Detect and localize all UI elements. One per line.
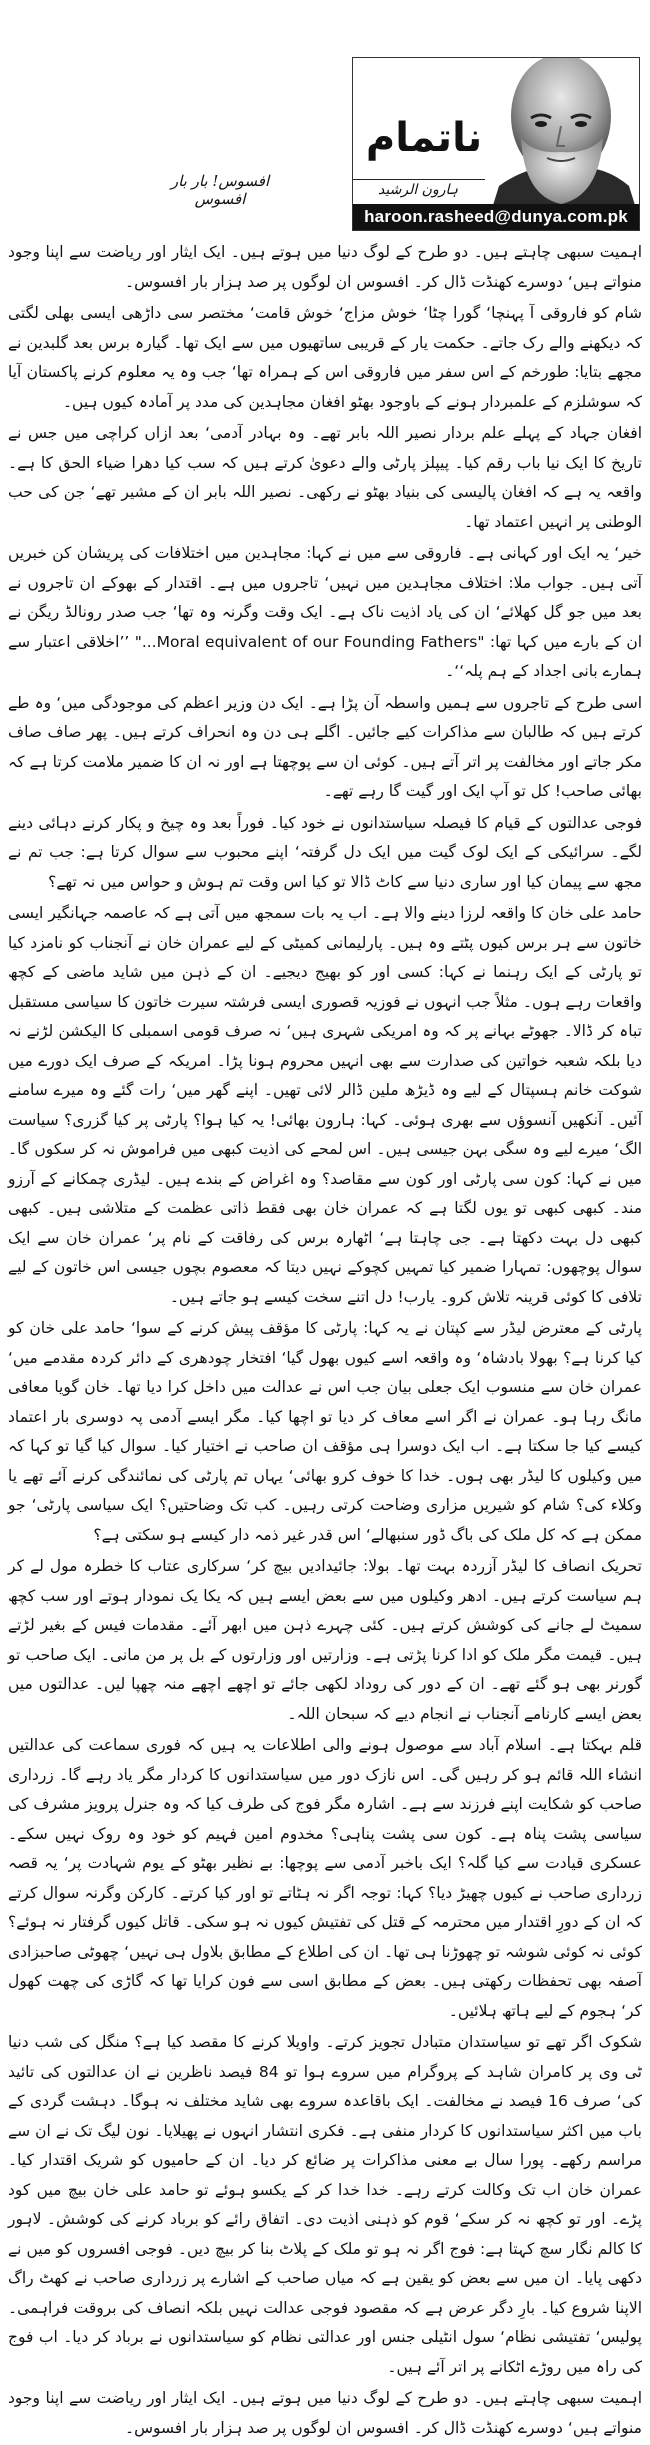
article-paragraph: شکوک اگر تھے تو سیاستدان متبادل تجویز کرتے۔ واویلا کرنے کا مقصد کیا ہے؟ منگل کی شب دنیا ٹی وی پر کامران شاہد کے پروگرام میں سروے ہوا تو 84 فیصد ناظرین نے ان عدالتوں کی تائید کی‘ صرف 16 فیصد نے مخالفت۔ ایک باقاعدہ سروے بھی شاید مختلف نہ ہوگا۔ دہشت گردی کے باب میں اکثر سیاستدانوں کا کردار منفی ہے۔ فکری انتشار انہوں نے پھیلایا۔ نون لیگ تک نے ان سے مراسم رکھے۔ پورا سال بے معنی مذاکرات پر ضائع کر دیا۔ ان کے حامیوں کو شریک اقتدار کیا۔ عمران خان اب تک وکالت کرتے رہے۔ خدا خدا کر کے یکسو ہوئے تو حامد علی خان بیچ میں کود پڑے۔ اور تو کچھ نہ کر سکے‘ قوم کو ذہنی اذیت دی۔ اتفاق رائے کو برباد کرنے کی کوشش۔ لاہور کا کالم نگار سچ کہتا ہے: فوج اگر نہ ہو تو ملک کے پلاٹ بنا کر بیچ دیں۔ فوجی افسروں کو میں نے دکھی پایا۔ ان میں سے بعض کو یقین ہے کہ میاں صاحب کے اشارے پر زرداری صاحب نے کھٹ راگ الاپنا شروع کیا۔ بارِ دگر عرض ہے کہ مقصود فوجی عدالت نہیں بلکہ انصاف کی بروقت فراہمی۔ پولیس‘ تفتیشی نظام‘ سول انٹیلی جنس اور عدالتی نظام کو سیاستدانوں نے برباد کر دیا۔ اب فوج کی راہ میں روڑے اٹکانے پر اتر آئے ہیں۔: [8, 2033, 642, 2376]
column-name-logo: ناتمام: [365, 115, 483, 161]
column-title: افسوس! بار بار افسوس: [170, 172, 270, 208]
article-body: [8, 238, 642, 2445]
author-name: ہارون الرشید: [378, 182, 458, 198]
article-paragraph: فوجی عدالتوں کے قیام کا فیصلہ سیاستدانوں نے خود کیا۔ فوراً بعد وہ چیخ و پکار کرنے دہائی دینے لگے۔ سرائیکی کے ایک لوک گیت میں ایک دل گرفتہ‘ اپنے محبوب سے سوال کرتا ہے: جب تم نے مجھ سے پیمان کیا اور ساری دنیا سے کاٹ ڈالا تو کیا اس وقت تم ہوش و حواس میں نہ تھے؟: [8, 813, 642, 891]
article-paragraph: اہمیت سبھی چاہتے ہیں۔ دو طرح کے لوگ دنیا میں ہوتے ہیں۔ ایک ایثار اور ریاضت سے اپنا وجود منواتے ہیں‘ دوسرے کھنڈت ڈال کر۔ افسوس ان لوگوں پر صد ہزار بار افسوس۔: [8, 243, 642, 291]
masthead-box: [352, 57, 640, 231]
author-portrait-icon: [489, 57, 639, 218]
article-paragraph: اہمیت سبھی چاہتے ہیں۔ دو طرح کے لوگ دنیا میں ہوتے ہیں۔ ایک ایثار اور ریاضت سے اپنا وجود منواتے ہیں‘ دوسرے کھنڈت ڈال کر۔ افسوس ان لوگوں پر صد ہزار بار افسوس۔: [8, 2389, 642, 2437]
article-paragraph: پارٹی کے معترض لیڈر سے کپتان نے یہ کہا: پارٹی کا مؤقف پیش کرنے کے سوا‘ حامد علی خان کو کیا کرنا ہے؟ بھولا بادشاہ‘ وہ واقعہ اسے کیوں بھول گیا‘ افتخار چودھری کے دائر کردہ مقدمے میں‘ عمران خان سے منسوب ایک جعلی بیان جب اس نے عدالت میں داخل کرا دیا تھا۔ خان گویا معافی مانگ رہا ہو۔ عمران نے اگر اسے معاف کر دیا تو اچھا کیا۔ مگر ایسے آدمی پہ دوسری بار اعتماد کیسے کیا جا سکتا ہے۔ اب ایک دوسرا ہی مؤقف ان صاحب نے اختیار کیا۔ سوال کیا گیا تو کہا کہ میں وکیلوں کا لیڈر بھی ہوں۔ خدا کا خوف کرو بھائی‘ یہاں تم پارٹی کی نمائندگی کرنے آئے تھے یا وکلاء کی؟ شام کو شیریں مزاری وضاحت کرتی رہیں۔ کب تک وضاحتیں؟ ایک سیاسی پارٹی‘ جو ممکن ہے کہ کل ملک کی باگ ڈور سنبھالے‘ اس قدر غیر ذمہ دار کیسے ہو سکتی ہے؟: [8, 1319, 642, 1544]
article-paragraph: قلم بہکتا ہے۔ اسلام آباد سے موصول ہونے والی اطلاعات یہ ہیں کہ فوری سماعت کی عدالتیں انشاء اللہ قائم ہو کر رہیں گی۔ اس نازک دور میں سیاستدانوں کا کردار مگر یاد رہے گا۔ زرداری صاحب کو شکایت اپنے فرزند سے ہے۔ اشارہ مگر فوج کی طرف کیا کہ وہ جنرل پرویز مشرف کی سیاسی پشت پناہ ہے۔ کون سی پشت پناہی؟ مخدوم امین فہیم کو خود وہ روک نہیں سکے۔ عسکری قیادت سے کیا گلہ؟ ایک باخبر آدمی سے پوچھا: بے نظیر بھٹو کے یوم شہادت پر‘ یہ قصہ زرداری صاحب نے کیوں چھیڑ دیا؟ کہا: توجہ اگر نہ ہٹاتے تو اور کیا کرتے۔ کارکن وگرنہ سوال کرتے کہ ان کے دورِ اقتدار میں محترمہ کے قتل کی تفتیش کیوں نہ ہو سکی۔ قاتل کیوں گرفتار نہ ہوئے؟ کوئی نہ کوئی شوشہ تو چھوڑنا ہی تھا۔ ان کی اطلاع کے مطابق بلاول ہی نہیں‘ چھوٹی صاحبزادی آصفہ بھی تحفظات رکھتی ہیں۔ بعض کے مطابق اسی سے فون کرایا تھا کہ گاڑی کی چھت کھول کر‘ ہجوم کے لیے ہاتھ ہلائیں۔: [8, 1736, 642, 2020]
article-paragraph: شام کو فاروقی آ پہنچا‘ گورا چٹا‘ خوش مزاج‘ خوش قامت‘ مختصر سی داڑھی ایسی بھلی لگتی کہ دیکھنے والے رک جاتے۔ حکمت یار کے قریبی ساتھیوں میں سے ایک تھا۔ گیارہ برس بعد گلبدین نے مجھے بتایا: طورخم کے اس سفر میں فاروقی اس کے ہمراہ تھا‘ جب وہ یہ معلوم کرنے پاکستان آیا کہ سوشلزم کے علمبردار ہونے کے باوجود بھٹو افغان مجاہدین کی مدد پر آمادہ کیوں ہیں۔: [8, 304, 642, 411]
article-paragraph: تحریک انصاف کا لیڈر آزردہ بہت تھا۔ بولا: جائیدادیں بیچ کر‘ سرکاری عتاب کا خطرہ مول لے کر ہم سیاست کرتے ہیں۔ ادھر وکیلوں میں سے بعض ایسے ہیں کہ یکا یک نمودار ہوتے اور سب کچھ سمیٹ لے جانے کی کوشش کرتے ہیں۔ کئی چہرے ذہن میں ابھر آئے۔ مقدمات فیس کے بغیر لڑتے ہیں۔ قیمت مگر ملک کو ادا کرنا پڑتی ہے۔ وزارتیں اور وزارتوں کے بل پر من مانی۔ ایک صاحب تو گورنر بھی ہو گئے تھے۔ ان کے دور کی روداد لکھی جائے تو اچھے اچھے منہ چھپا لیں۔ عدالتوں میں بعض ایسے کارنامے آنجناب نے انجام دیے کہ سبحان اللہ۔: [8, 1557, 642, 1723]
article-paragraph: اسی طرح کے تاجروں سے ہمیں واسطہ آن پڑا ہے۔ ایک دن وزیر اعظم کی موجودگی میں‘ وہ طے کرتے ہیں کہ طالبان سے مذاکرات کیے جائیں۔ اگلے ہی دن وہ انحراف کرتے ہیں۔ پھر صاف صاف مکر جاتے اور مخالفت پر اتر آتے ہیں۔ کوئی ان سے پوچھتا ہے اور نہ ان کا ضمیر ملامت کرتا ہے کہ بھائی صاحب! کل تو آپ ایک اور گیت گا رہے تھے۔: [8, 693, 642, 800]
divider: [353, 179, 485, 180]
article-paragraph: حامد علی خان کا واقعہ لرزا دینے والا ہے۔ اب یہ بات سمجھ میں آتی ہے کہ عاصمہ جہانگیر ایسی خاتون سے ہر برس کیوں پٹتے وہ ہیں۔ پارلیمانی کمیٹی کے لیے عمران خان نے آنجناب کو نامزد کیا تو پارٹی کے ایک رہنما نے کہا: کسی اور کو بھیج دیجیے۔ ان کے ذہن میں شاید ماضی کے کچھ واقعات رہے ہوں۔ مثلاً جب انہوں نے فوزیہ قصوری ایسی فرشتہ سیرت خاتون کا سیاسی مستقبل تباہ کر ڈالا۔ جھوٹے بہانے پر کہ وہ امریکی شہری ہیں‘ نہ صرف قومی اسمبلی کا الیکشن لڑنے نہ دیا بلکہ شعبہ خواتین کی صدارت سے بھی انہیں محروم ہونا پڑا۔ امریکہ کے صرف ایک دورے میں شوکت خانم ہسپتال کے لیے وہ ڈیڑھ ملین ڈالر لائی تھیں۔ اپنے گھر میں‘ رات گئے وہ میرے سامنے آئیں۔ آنکھیں آنسوؤں سے بھری ہوئی۔ کہا: ہارون بھائی! یہ کیا ہوا؟ پارٹی پر کیا گزری؟ سیاست الگ‘ میرے لیے وہ سگی بہن جیسی ہیں۔ اس لمحے کی اذیت کبھی میں فراموش نہ کر سکوں گا۔ میں نے کہا: کون سی پارٹی اور کون سے مقاصد؟ وہ اغراض کے بندے ہیں۔ لیڈری چمکانے کے آرزو مند۔ کبھی کبھی تو یوں لگتا ہے کہ عمران خان بھی فقط ذاتی عظمت کے متلاشی ہیں۔ کبھی کبھی دل بہت دکھتا ہے۔ جی چاہتا ہے‘ اٹھارہ برس کی رفاقت کے نام پر‘ عمران خان سے ایک سوال پوچھوں: تمہارا ضمیر کیا تمہیں کچوکے نہیں دیتا کہ معصوم بچوں جیسی اس خاتون کے لیے تلافی کا کوئی قرینہ تلاش کرو۔ یارب! دل اتنے سخت کیسے ہو جاتے ہیں۔: [8, 904, 642, 1306]
article-paragraph: افغان جہاد کے پہلے علم بردار نصیر اللہ بابر تھے۔ وہ بہادر آدمی‘ بعد ازاں کراچی میں جس نے تاریخ کا ایک نیا باب رقم کیا۔ پیپلز پارٹی والے دعویٰ کرتے ہیں کہ سب کیا دھرا ضیاء الحق کا ہے۔ واقعہ یہ ہے کہ افغان پالیسی کی بنیاد بھٹو نے رکھی۔ نصیر اللہ بابر ان کے مشیر تھے‘ جن کی حب الوطنی پر انہیں اعتماد تھا۔: [8, 424, 642, 531]
author-email[interactable]: haroon.rasheed@dunya.com.pk: [353, 204, 639, 230]
article-paragraph: خیر‘ یہ ایک اور کہانی ہے۔ فاروقی سے میں نے کہا: مجاہدین میں اختلافات کی پریشان کن خبریں آتی ہیں۔ جواب ملا: اختلاف مجاہدین میں نہیں‘ تاجروں میں ہے۔ اقتدار کے بھوکے ان تاجروں نے بعد میں جو گل کھلائے‘ ان کی یاد اذیت ناک ہے۔ ایک وقت وگرنہ وہ تھا‘ جب صدر رونالڈ ریگن نے ان کے بارے میں کہا تھا: "Moral equivalent of our Founding Fathers..." ’’اخلاقی اعتبار سے ہمارے بانی اجداد کے ہم پلہ‘‘۔: [8, 544, 643, 680]
column-header: [0, 0, 650, 240]
